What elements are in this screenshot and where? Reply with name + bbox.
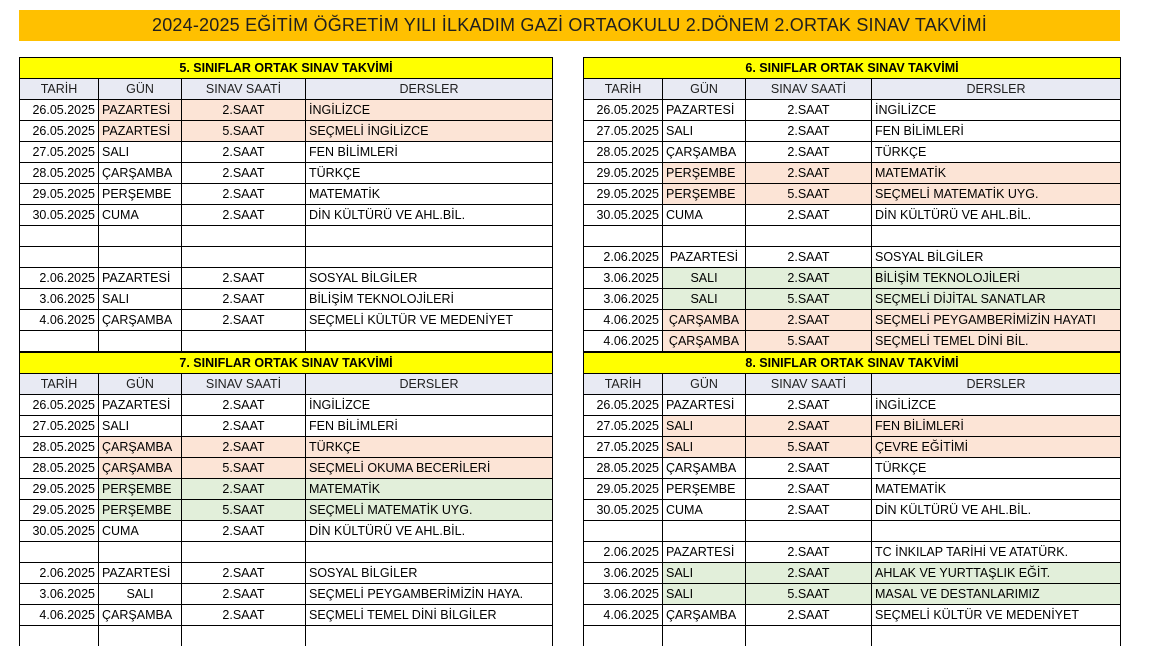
table-row (584, 310, 1121, 331)
day-cell: PERŞEMBE (663, 479, 746, 500)
subject-cell: İNGİLİZCE (872, 100, 1121, 121)
table-row (584, 184, 1121, 205)
col-header-day: GÜN (99, 374, 182, 395)
grade5-schedule-table (19, 57, 553, 352)
subject-cell: SEÇMELİ OKUMA BECERİLERİ (306, 458, 553, 479)
day-cell: PAZARTESİ (99, 395, 182, 416)
date-cell: 26.05.2025 (20, 121, 99, 142)
subject-cell: SEÇMELİ TEMEL DİNİ BİL. (872, 331, 1121, 352)
empty-row (20, 626, 553, 646)
period-cell: 2.SAAT (182, 163, 306, 184)
day-cell: CUMA (663, 500, 746, 521)
date-cell: 4.06.2025 (584, 605, 663, 626)
day-cell: ÇARŞAMBA (99, 437, 182, 458)
day-cell: CUMA (99, 521, 182, 542)
subject-cell: MATEMATİK (872, 479, 1121, 500)
col-header-date: TARİH (20, 79, 99, 100)
col-header-period: SINAV SAATİ (182, 374, 306, 395)
empty-row (584, 226, 1121, 247)
period-cell: 5.SAAT (182, 500, 306, 521)
day-cell: PAZARTESİ (663, 100, 746, 121)
day-cell: SALI (663, 584, 746, 605)
date-cell: 2.06.2025 (20, 268, 99, 289)
date-cell: 29.05.2025 (20, 184, 99, 205)
date-cell: 3.06.2025 (584, 268, 663, 289)
subject-cell: SEÇMELİ MATEMATİK UYG. (872, 184, 1121, 205)
date-cell: 28.05.2025 (584, 458, 663, 479)
empty-row (584, 521, 1121, 542)
table-row (584, 247, 1121, 268)
date-cell: 3.06.2025 (584, 563, 663, 584)
table-row (584, 163, 1121, 184)
table-row (584, 331, 1121, 352)
date-cell: 27.05.2025 (584, 121, 663, 142)
subject-cell: MASAL VE DESTANLARIMIZ (872, 584, 1121, 605)
table-row (20, 205, 553, 226)
day-cell: SALI (663, 437, 746, 458)
period-cell: 5.SAAT (182, 458, 306, 479)
date-cell: 28.05.2025 (584, 142, 663, 163)
date-cell: 3.06.2025 (584, 584, 663, 605)
day-cell: CUMA (99, 205, 182, 226)
day-cell: PERŞEMBE (99, 500, 182, 521)
day-cell: SALI (663, 121, 746, 142)
table-row (20, 437, 553, 458)
period-cell: 2.SAAT (182, 268, 306, 289)
date-cell: 26.05.2025 (584, 395, 663, 416)
col-header-day: GÜN (99, 79, 182, 100)
period-cell: 2.SAAT (182, 184, 306, 205)
period-cell: 2.SAAT (746, 458, 872, 479)
date-cell: 26.05.2025 (584, 100, 663, 121)
date-cell: 4.06.2025 (20, 310, 99, 331)
period-cell: 2.SAAT (746, 479, 872, 500)
subject-cell: MATEMATİK (306, 184, 553, 205)
date-cell: 27.05.2025 (20, 142, 99, 163)
subject-cell: BİLİŞİM TEKNOLOJİLERİ (306, 289, 553, 310)
date-cell: 28.05.2025 (20, 163, 99, 184)
period-cell: 2.SAAT (182, 142, 306, 163)
period-cell: 2.SAAT (182, 100, 306, 121)
empty-row (584, 626, 1121, 646)
table-row (584, 395, 1121, 416)
table-row (20, 521, 553, 542)
period-cell: 5.SAAT (746, 184, 872, 205)
date-cell: 3.06.2025 (20, 289, 99, 310)
col-header-period: SINAV SAATİ (746, 374, 872, 395)
table-row (20, 289, 553, 310)
day-cell: PERŞEMBE (99, 184, 182, 205)
subject-cell: SEÇMELİ TEMEL DİNİ BİLGİLER (306, 605, 553, 626)
day-cell: ÇARŞAMBA (99, 458, 182, 479)
table-row (584, 289, 1121, 310)
date-cell: 2.06.2025 (20, 563, 99, 584)
table-row (584, 121, 1121, 142)
day-cell: SALI (663, 563, 746, 584)
grade7-schedule-table (19, 352, 553, 646)
col-header-subject: DERSLER (872, 79, 1121, 100)
table-row (584, 416, 1121, 437)
table-row (20, 163, 553, 184)
date-cell: 3.06.2025 (20, 584, 99, 605)
day-cell: ÇARŞAMBA (99, 310, 182, 331)
period-cell: 5.SAAT (746, 289, 872, 310)
subject-cell: TÜRKÇE (872, 142, 1121, 163)
day-cell: PAZARTESİ (99, 121, 182, 142)
table-row (584, 542, 1121, 563)
day-cell: SALI (99, 142, 182, 163)
day-cell: ÇARŞAMBA (663, 605, 746, 626)
date-cell: 29.05.2025 (20, 500, 99, 521)
period-cell: 2.SAAT (746, 416, 872, 437)
period-cell: 5.SAAT (746, 584, 872, 605)
subject-cell: FEN BİLİMLERİ (872, 416, 1121, 437)
period-cell: 2.SAAT (182, 395, 306, 416)
grade8-schedule-table (583, 352, 1121, 646)
table-row (584, 605, 1121, 626)
period-cell: 2.SAAT (746, 121, 872, 142)
col-header-date: TARİH (20, 374, 99, 395)
grade8-table-title: 8. SINIFLAR ORTAK SINAV TAKVİMİ (584, 353, 1121, 374)
grade6-schedule-table (583, 57, 1121, 352)
day-cell: PAZARTESİ (663, 542, 746, 563)
date-cell: 29.05.2025 (584, 163, 663, 184)
subject-cell: DİN KÜLTÜRÜ VE AHL.BİL. (306, 521, 553, 542)
subject-cell: SEÇMELİ DİJİTAL SANATLAR (872, 289, 1121, 310)
col-header-period: SINAV SAATİ (746, 79, 872, 100)
date-cell: 30.05.2025 (20, 521, 99, 542)
table-row (584, 584, 1121, 605)
date-cell: 28.05.2025 (20, 458, 99, 479)
period-cell: 2.SAAT (182, 521, 306, 542)
table-row (20, 100, 553, 121)
subject-cell: İNGİLİZCE (872, 395, 1121, 416)
col-header-subject: DERSLER (306, 374, 553, 395)
date-cell: 2.06.2025 (584, 542, 663, 563)
period-cell: 2.SAAT (746, 395, 872, 416)
empty-row (20, 226, 553, 247)
period-cell: 5.SAAT (746, 331, 872, 352)
table-row (20, 184, 553, 205)
date-cell: 26.05.2025 (20, 100, 99, 121)
table-row (584, 500, 1121, 521)
grade5-table-title: 5. SINIFLAR ORTAK SINAV TAKVİMİ (20, 58, 553, 79)
empty-row (20, 247, 553, 268)
empty-row (20, 331, 553, 352)
subject-cell: FEN BİLİMLERİ (872, 121, 1121, 142)
subject-cell: SOSYAL BİLGİLER (306, 563, 553, 584)
date-cell: 2.06.2025 (584, 247, 663, 268)
subject-cell: TC İNKILAP TARİHİ VE ATATÜRK. (872, 542, 1121, 563)
date-cell: 27.05.2025 (584, 437, 663, 458)
day-cell: CUMA (663, 205, 746, 226)
table-row (20, 121, 553, 142)
period-cell: 2.SAAT (182, 416, 306, 437)
subject-cell: FEN BİLİMLERİ (306, 416, 553, 437)
period-cell: 2.SAAT (746, 142, 872, 163)
period-cell: 2.SAAT (746, 100, 872, 121)
col-header-date: TARİH (584, 79, 663, 100)
table-row (584, 268, 1121, 289)
period-cell: 2.SAAT (182, 605, 306, 626)
subject-cell: SEÇMELİ PEYGAMBERİMİZİN HAYATI (872, 310, 1121, 331)
date-cell: 27.05.2025 (584, 416, 663, 437)
subject-cell: SOSYAL BİLGİLER (872, 247, 1121, 268)
table-row (20, 605, 553, 626)
subject-cell: SEÇMELİ PEYGAMBERİMİZİN HAYA. (306, 584, 553, 605)
table-row (20, 268, 553, 289)
day-cell: ÇARŞAMBA (99, 163, 182, 184)
date-cell: 4.06.2025 (20, 605, 99, 626)
period-cell: 2.SAAT (746, 205, 872, 226)
date-cell: 4.06.2025 (584, 331, 663, 352)
day-cell: PERŞEMBE (663, 184, 746, 205)
col-header-date: TARİH (584, 374, 663, 395)
date-cell: 30.05.2025 (584, 205, 663, 226)
period-cell: 2.SAAT (746, 247, 872, 268)
table-row (584, 479, 1121, 500)
table-row (20, 479, 553, 500)
col-header-subject: DERSLER (306, 79, 553, 100)
subject-cell: SEÇMELİ KÜLTÜR VE MEDENİYET (306, 310, 553, 331)
period-cell: 2.SAAT (746, 500, 872, 521)
day-cell: PAZARTESİ (99, 268, 182, 289)
page-title: 2024-2025 EĞİTİM ÖĞRETİM YILI İLKADIM GAZİ ORTAOKULU 2.DÖNEM 2.ORTAK SINAV TAKVİMİ (19, 10, 1120, 41)
period-cell: 2.SAAT (182, 289, 306, 310)
day-cell: SALI (663, 289, 746, 310)
subject-cell: TÜRKÇE (306, 437, 553, 458)
date-cell: 30.05.2025 (584, 500, 663, 521)
period-cell: 2.SAAT (746, 563, 872, 584)
table-row (20, 310, 553, 331)
subject-cell: SEÇMELİ MATEMATİK UYG. (306, 500, 553, 521)
day-cell: SALI (99, 289, 182, 310)
subject-cell: MATEMATİK (872, 163, 1121, 184)
subject-cell: AHLAK VE YURTTAŞLIK EĞİT. (872, 563, 1121, 584)
col-header-subject: DERSLER (872, 374, 1121, 395)
period-cell: 2.SAAT (182, 584, 306, 605)
subject-cell: SEÇMELİ İNGİLİZCE (306, 121, 553, 142)
day-cell: ÇARŞAMBA (663, 142, 746, 163)
table-row (584, 563, 1121, 584)
day-cell: PERŞEMBE (99, 479, 182, 500)
date-cell: 3.06.2025 (584, 289, 663, 310)
period-cell: 5.SAAT (746, 437, 872, 458)
subject-cell: DİN KÜLTÜRÜ VE AHL.BİL. (872, 500, 1121, 521)
table-row (20, 563, 553, 584)
day-cell: PAZARTESİ (663, 395, 746, 416)
period-cell: 2.SAAT (746, 310, 872, 331)
col-header-day: GÜN (663, 374, 746, 395)
col-header-day: GÜN (663, 79, 746, 100)
table-row (584, 142, 1121, 163)
subject-cell: SOSYAL BİLGİLER (306, 268, 553, 289)
table-row (584, 437, 1121, 458)
table-row (20, 395, 553, 416)
subject-cell: ÇEVRE EĞİTİMİ (872, 437, 1121, 458)
day-cell: ÇARŞAMBA (99, 605, 182, 626)
day-cell: PAZARTESİ (663, 247, 746, 268)
table-row (20, 500, 553, 521)
table-row (20, 584, 553, 605)
date-cell: 26.05.2025 (20, 395, 99, 416)
period-cell: 2.SAAT (746, 163, 872, 184)
subject-cell: DİN KÜLTÜRÜ VE AHL.BİL. (306, 205, 553, 226)
col-header-period: SINAV SAATİ (182, 79, 306, 100)
date-cell: 4.06.2025 (584, 310, 663, 331)
date-cell: 29.05.2025 (584, 184, 663, 205)
subject-cell: DİN KÜLTÜRÜ VE AHL.BİL. (872, 205, 1121, 226)
date-cell: 30.05.2025 (20, 205, 99, 226)
date-cell: 27.05.2025 (20, 416, 99, 437)
period-cell: 2.SAAT (182, 437, 306, 458)
period-cell: 2.SAAT (182, 310, 306, 331)
day-cell: ÇARŞAMBA (663, 310, 746, 331)
date-cell: 29.05.2025 (584, 479, 663, 500)
table-row (20, 416, 553, 437)
period-cell: 2.SAAT (746, 542, 872, 563)
table-row (584, 205, 1121, 226)
grade6-table-title: 6. SINIFLAR ORTAK SINAV TAKVİMİ (584, 58, 1121, 79)
subject-cell: FEN BİLİMLERİ (306, 142, 553, 163)
subject-cell: MATEMATİK (306, 479, 553, 500)
day-cell: ÇARŞAMBA (663, 458, 746, 479)
period-cell: 2.SAAT (182, 205, 306, 226)
period-cell: 2.SAAT (746, 605, 872, 626)
table-row (584, 100, 1121, 121)
day-cell: SALI (663, 268, 746, 289)
period-cell: 2.SAAT (182, 479, 306, 500)
period-cell: 2.SAAT (746, 268, 872, 289)
day-cell: ÇARŞAMBA (663, 331, 746, 352)
date-cell: 28.05.2025 (20, 437, 99, 458)
grade7-table-title: 7. SINIFLAR ORTAK SINAV TAKVİMİ (20, 353, 553, 374)
period-cell: 5.SAAT (182, 121, 306, 142)
subject-cell: İNGİLİZCE (306, 100, 553, 121)
subject-cell: BİLİŞİM TEKNOLOJİLERİ (872, 268, 1121, 289)
empty-row (20, 542, 553, 563)
day-cell: PERŞEMBE (663, 163, 746, 184)
date-cell: 29.05.2025 (20, 479, 99, 500)
subject-cell: TÜRKÇE (306, 163, 553, 184)
table-row (20, 458, 553, 479)
subject-cell: TÜRKÇE (872, 458, 1121, 479)
day-cell: SALI (663, 416, 746, 437)
subject-cell: İNGİLİZCE (306, 395, 553, 416)
day-cell: PAZARTESİ (99, 100, 182, 121)
day-cell: SALI (99, 584, 182, 605)
subject-cell: SEÇMELİ KÜLTÜR VE MEDENİYET (872, 605, 1121, 626)
period-cell: 2.SAAT (182, 563, 306, 584)
table-row (20, 142, 553, 163)
day-cell: PAZARTESİ (99, 563, 182, 584)
table-row (584, 458, 1121, 479)
day-cell: SALI (99, 416, 182, 437)
